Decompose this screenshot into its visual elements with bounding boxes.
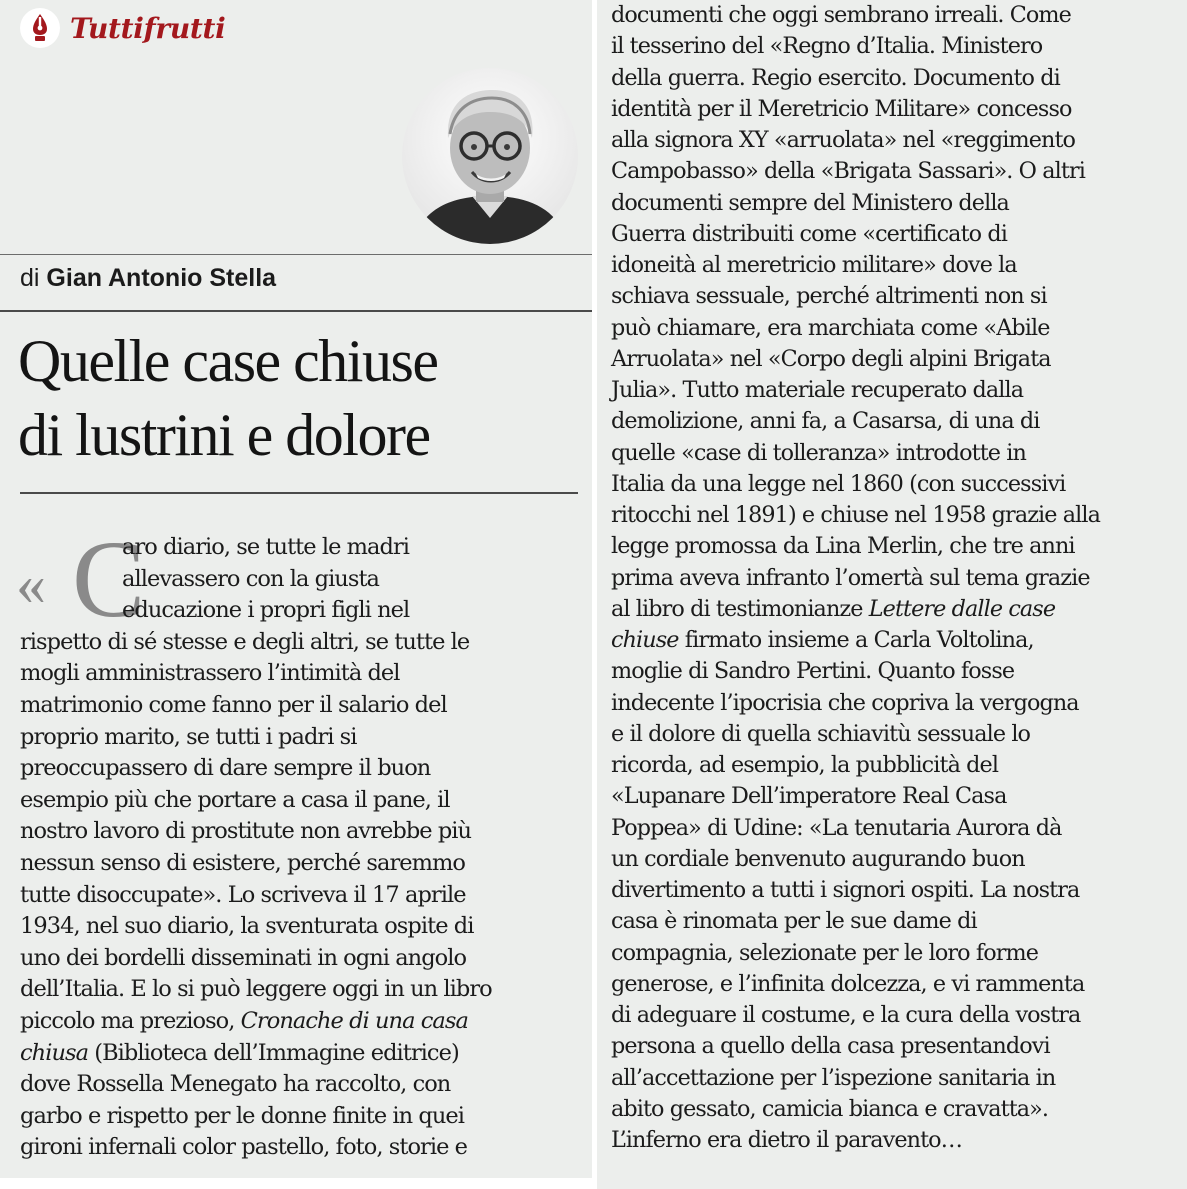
headline-line-2: di lustrini e dolore: [18, 402, 430, 468]
text-run: della guerra. Regio esercito. Documento di: [611, 64, 1060, 91]
text-run: di adeguare il costume, e la cura della vostra: [611, 1002, 1081, 1028]
right-column-panel: [597, 0, 1187, 1189]
text-line: [611, 188, 1100, 219]
text-line: [611, 469, 1100, 500]
text-line: [611, 906, 1100, 937]
byline-rule: [0, 310, 592, 312]
text-line: [20, 848, 492, 880]
author-name: Gian Antonio Stella: [46, 264, 277, 292]
text-line: [611, 375, 1100, 406]
text-run: moglie di Sandro Pertini. Quanto fosse: [611, 658, 1015, 685]
rubric-header: [20, 8, 226, 48]
text-line: [611, 594, 1100, 625]
text-line: [20, 1038, 492, 1070]
text-line: [611, 31, 1100, 62]
text-line: [611, 281, 1100, 312]
byline-prefix: di: [20, 264, 40, 292]
text-line: [20, 1101, 492, 1133]
text-line: [611, 156, 1100, 187]
text-run: Italia da una legge nel 1860 (con successivi: [611, 470, 1066, 497]
text-run: esempio più che portare a casa il pane, il: [20, 786, 450, 813]
text-line: [611, 719, 1100, 750]
text-run: ritocchi nel 1891) e chiuse nel 1958 grazie alla: [611, 502, 1101, 528]
text-line: [611, 1031, 1100, 1062]
text-run: può chiamare, era marchiata come «Abile: [611, 314, 1050, 341]
text-run: legge promossa da Lina Merlin, che tre anni: [611, 533, 1075, 560]
text-run: nessun senso di esistere, perché saremmo: [20, 849, 466, 876]
text-line: [611, 125, 1100, 156]
text-run: firmato insieme a Carla Voltolina,: [678, 627, 1034, 653]
italic-title-text: Lettere dalle case: [868, 595, 1056, 622]
text-line: [611, 656, 1100, 687]
text-line: [20, 816, 492, 848]
drop-initial: C: [72, 518, 146, 640]
text-line: [611, 844, 1100, 875]
text-line: [20, 564, 492, 596]
byline: [20, 258, 276, 298]
text-line: [611, 563, 1100, 594]
text-run: allevassero con la giusta: [122, 565, 380, 592]
fountain-pen-nib-icon: [20, 8, 60, 48]
text-run: mogli amministrassero l’intimità del: [20, 660, 400, 687]
headline-rule: [20, 492, 578, 494]
text-line: [611, 1063, 1100, 1094]
text-line: [611, 875, 1100, 906]
text-run: indecente l’ipocrisia che copriva la vergogna: [611, 689, 1079, 716]
text-run: idoneità al meretricio militare» dove la: [611, 252, 1017, 278]
text-run: ricorda, ad esempio, la pubblicità del: [611, 752, 999, 778]
left-column-text: [20, 532, 492, 1164]
text-run: garbo e rispetto per le donne finite in quei: [20, 1102, 464, 1129]
text-line: [20, 595, 492, 627]
text-line: [611, 250, 1100, 281]
headline: [18, 324, 588, 472]
right-column-text: [611, 0, 1100, 1156]
text-run: e il dolore di quella schiavitù sessuale lo: [611, 720, 1031, 747]
rubric-name: Tuttifrutti: [70, 11, 226, 45]
text-run: alla signora XY «arruolata» nel «reggimento: [611, 127, 1076, 153]
text-run: proprio marito, se tutti i padri si: [20, 723, 357, 750]
text-line: [20, 1006, 492, 1038]
text-line: [611, 688, 1100, 719]
text-run: compagnia, selezionate per le loro forme: [611, 939, 1039, 966]
text-line: [611, 344, 1100, 375]
text-run: preoccupassero di dare sempre il buon: [20, 755, 431, 782]
text-line: [611, 500, 1100, 531]
text-run: Guerra distribuiti come «certificato di: [611, 220, 1007, 247]
text-line: [611, 969, 1100, 1000]
text-line: [20, 753, 492, 785]
text-run: identità per il Meretricio Militare» concesso: [611, 95, 1072, 122]
text-run: Campobasso» della «Brigata Sassari». O altri: [611, 158, 1085, 185]
text-line: [611, 813, 1100, 844]
text-line: [20, 722, 492, 754]
text-run: schiava sessuale, perché altrimenti non si: [611, 283, 1047, 310]
text-line: [20, 1132, 492, 1164]
text-line: [611, 1000, 1100, 1031]
text-run: nostro lavoro di prostitute non avrebbe più: [20, 818, 472, 845]
text-run: Arruolata» nel «Corpo degli alpini Brigata: [611, 345, 1051, 372]
text-line: [20, 974, 492, 1006]
text-run: dell’Italia. E lo si può leggere oggi in un libro: [20, 976, 492, 1003]
left-column-panel: [0, 0, 592, 1178]
text-run: quelle «case di tolleranza» introdotte in: [611, 439, 1026, 466]
text-run: gironi infernali color pastello, foto, storie e: [20, 1134, 468, 1161]
italic-title-text: chiusa: [20, 1039, 89, 1066]
italic-title-text: chiuse: [611, 627, 679, 653]
text-line: [20, 785, 492, 817]
text-run: casa è rinomata per le sue dame di: [611, 908, 977, 935]
text-run: uno dei bordelli disseminati in ogni angolo: [20, 944, 467, 971]
text-line: [20, 943, 492, 975]
text-line: [611, 1094, 1100, 1125]
text-line: [20, 911, 492, 943]
text-line: [611, 1125, 1100, 1156]
text-line: [611, 531, 1100, 562]
headline-line-1: Quelle case chiuse: [18, 328, 438, 394]
text-line: [611, 438, 1100, 469]
text-run: documenti sempre del Ministero della: [611, 189, 1009, 216]
text-run: generose, e l’infinita dolcezza, e vi rammenta: [611, 970, 1085, 997]
text-line: [20, 532, 492, 564]
text-line: [611, 781, 1100, 812]
text-line: [20, 690, 492, 722]
text-line: [611, 938, 1100, 969]
text-line: [20, 658, 492, 690]
text-run: prima aveva infranto l’omertà sul tema grazie: [611, 564, 1090, 591]
text-run: documenti che oggi sembrano irreali. Come: [611, 2, 1071, 28]
text-line: [611, 406, 1100, 437]
text-run: educazione i propri figli nel: [122, 597, 410, 624]
text-line: [611, 750, 1100, 781]
text-run: dove Rossella Menegato ha raccolto, con: [20, 1071, 451, 1098]
text-line: [611, 94, 1100, 125]
text-run: matrimonio come fanno per il salario del: [20, 691, 447, 718]
text-run: L’inferno era dietro il paravento…: [611, 1127, 963, 1153]
text-run: il tesserino del «Regno d’Italia. Ministero: [611, 33, 1043, 60]
text-run: piccolo ma prezioso,: [20, 1007, 241, 1034]
text-line: [611, 313, 1100, 344]
text-run: 1934, nel suo diario, la sventurata ospite di: [20, 913, 474, 940]
text-run: tutte disoccupate». Lo scriveva il 17 aprile: [20, 881, 466, 908]
text-run: (Biblioteca dell’Immagine editrice): [88, 1039, 459, 1066]
text-run: divertimento a tutti i signori ospiti. La nostra: [611, 877, 1080, 903]
text-run: aro diario, se tutte le madri: [122, 534, 409, 560]
author-portrait: [402, 68, 578, 244]
text-run: al libro di testimonianze: [611, 595, 869, 622]
text-run: Poppea» di Udine: «La tenutaria Aurora dà: [611, 814, 1062, 841]
text-line: [20, 880, 492, 912]
drop-guillemet: «: [16, 551, 40, 617]
text-line: [20, 1069, 492, 1101]
text-run: persona a quello della casa presentandovi: [611, 1033, 1050, 1060]
text-run: demolizione, anni fa, a Casarsa, di una di: [611, 408, 1040, 435]
text-run: «Lupanare Dell’imperatore Real Casa: [611, 783, 1007, 810]
text-run: rispetto di sé stesse e degli altri, se tutte le: [20, 628, 470, 655]
text-line: [20, 627, 492, 659]
text-line: [611, 219, 1100, 250]
text-line: [611, 63, 1100, 94]
text-line: [611, 625, 1100, 656]
text-run: all’accettazione per l’ispezione sanitaria in: [611, 1064, 1056, 1091]
text-run: Julia». Tutto materiale recuperato dalla: [611, 377, 1024, 403]
text-line: [611, 0, 1100, 31]
italic-title-text: Cronache di una casa: [240, 1007, 468, 1034]
text-run: abito gessato, camicia bianca e cravatta».: [611, 1095, 1049, 1122]
header-rule: [0, 254, 592, 255]
text-run: un cordiale benvenuto augurando buon: [611, 845, 1025, 872]
